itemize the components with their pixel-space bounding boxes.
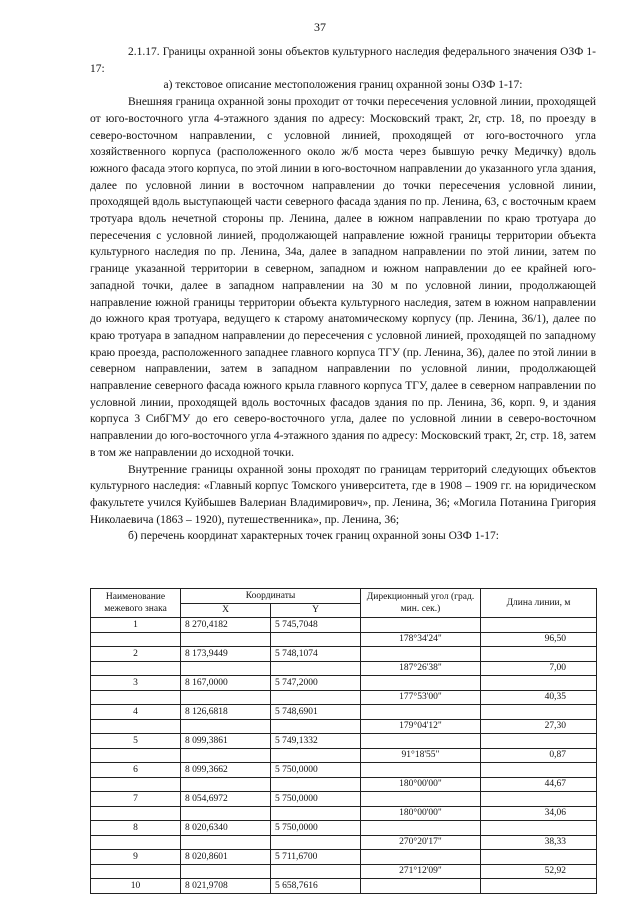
- empty-cell: [91, 632, 181, 647]
- coord-x: 8 099,3662: [181, 763, 271, 778]
- coord-y: 5 711,6700: [271, 850, 361, 865]
- coord-y: 5 750,0000: [271, 821, 361, 836]
- coord-x: 8 173,9449: [181, 647, 271, 662]
- empty-cell: [481, 821, 597, 836]
- coord-y: 5 747,2000: [271, 676, 361, 691]
- coord-x: 8 099,3861: [181, 734, 271, 749]
- point-number: 8: [91, 821, 181, 836]
- table-row-segment: [91, 690, 597, 705]
- empty-cell: [481, 676, 597, 691]
- empty-cell: [181, 632, 271, 647]
- empty-cell: [271, 690, 361, 705]
- header-x: X: [181, 603, 271, 618]
- table-row-point: [91, 705, 597, 720]
- table-row-point: [91, 821, 597, 836]
- table-row-point: [91, 763, 597, 778]
- coord-x: 8 020,8601: [181, 850, 271, 865]
- empty-cell: [91, 806, 181, 821]
- empty-cell: [481, 618, 597, 633]
- table-row-segment: [91, 806, 597, 821]
- empty-cell: [481, 792, 597, 807]
- empty-cell: [361, 734, 481, 749]
- table-row-segment: [91, 719, 597, 734]
- coord-y: 5 745,7048: [271, 618, 361, 633]
- empty-cell: [361, 705, 481, 720]
- empty-cell: [271, 777, 361, 792]
- empty-cell: [481, 647, 597, 662]
- empty-cell: [481, 734, 597, 749]
- coord-y: 5 750,0000: [271, 763, 361, 778]
- empty-cell: [271, 719, 361, 734]
- direction-angle: 187°26'38": [361, 661, 481, 676]
- empty-cell: [91, 864, 181, 879]
- header-coordinates: Координаты: [181, 589, 361, 604]
- empty-cell: [481, 705, 597, 720]
- table-row-segment: [91, 835, 597, 850]
- line-length: 40,35: [481, 690, 597, 705]
- empty-cell: [481, 850, 597, 865]
- direction-angle: 91°18'55": [361, 748, 481, 763]
- table-row-point: [91, 647, 597, 662]
- empty-cell: [481, 763, 597, 778]
- page-number: 37: [314, 20, 326, 34]
- empty-cell: [181, 690, 271, 705]
- empty-cell: [181, 806, 271, 821]
- coord-y: 5 750,0000: [271, 792, 361, 807]
- table-row-point: [91, 618, 597, 633]
- coordinates-table-body: [91, 618, 597, 894]
- empty-cell: [91, 835, 181, 850]
- point-number: 5: [91, 734, 181, 749]
- coord-x: 8 054,6972: [181, 792, 271, 807]
- coord-x: 8 167,0000: [181, 676, 271, 691]
- coord-y: 5 658,7616: [271, 879, 361, 894]
- empty-cell: [91, 719, 181, 734]
- direction-angle: 271°12'09": [361, 864, 481, 879]
- table-row-point: [91, 850, 597, 865]
- empty-cell: [271, 661, 361, 676]
- coord-x: 8 021,9708: [181, 879, 271, 894]
- coord-x: 8 020,6340: [181, 821, 271, 836]
- empty-cell: [181, 835, 271, 850]
- document-body: [90, 44, 596, 545]
- point-number: 10: [91, 879, 181, 894]
- header-boundary-mark: Наименование межевого знака: [91, 589, 181, 618]
- line-length: 27,30: [481, 719, 597, 734]
- header-direction-angle: Дирекционный угол (град. мин. сек.): [361, 589, 481, 618]
- empty-cell: [361, 676, 481, 691]
- empty-cell: [361, 821, 481, 836]
- point-number: 2: [91, 647, 181, 662]
- line-length: 52,92: [481, 864, 597, 879]
- empty-cell: [361, 850, 481, 865]
- direction-angle: 177°53'00": [361, 690, 481, 705]
- line-length: 38,33: [481, 835, 597, 850]
- direction-angle: 179°04'12": [361, 719, 481, 734]
- empty-cell: [181, 777, 271, 792]
- subsection-b-title: б) перечень координат характерных точек границ охранной зоны ОЗФ 1-17:: [128, 530, 499, 543]
- empty-cell: [181, 661, 271, 676]
- empty-cell: [361, 879, 481, 894]
- coord-y: 5 748,1074: [271, 647, 361, 662]
- table-row-point: [91, 734, 597, 749]
- point-number: 6: [91, 763, 181, 778]
- direction-angle: 180°00'00": [361, 777, 481, 792]
- point-number: 1: [91, 618, 181, 633]
- empty-cell: [91, 748, 181, 763]
- empty-cell: [481, 879, 597, 894]
- line-length: 96,50: [481, 632, 597, 647]
- coord-x: 8 270,4182: [181, 618, 271, 633]
- line-length: 34,06: [481, 806, 597, 821]
- inner-boundary-paragraph: Внутренние границы охранной зоны проходят по границам территорий следующих объектов культурного наследия: «Главный корпус Томского университета, где в 1908 – 1909 гг. на юридическом факультете учился Куйбышев Валериан Владимирович», пр. Ленина, 36; «Могила Потанина Григория Николаевича (1863 – 1920), путешественника», пр. Ленина, 36;: [90, 463, 596, 526]
- direction-angle: 270°20'17": [361, 835, 481, 850]
- coordinates-table: [90, 588, 597, 894]
- header-y: Y: [271, 603, 361, 618]
- direction-angle: 180°00'00": [361, 806, 481, 821]
- empty-cell: [271, 748, 361, 763]
- direction-angle: 178°34'24": [361, 632, 481, 647]
- empty-cell: [181, 864, 271, 879]
- point-number: 3: [91, 676, 181, 691]
- empty-cell: [181, 748, 271, 763]
- empty-cell: [271, 864, 361, 879]
- table-row-point: [91, 879, 597, 894]
- coord-y: 5 748,6901: [271, 705, 361, 720]
- empty-cell: [271, 806, 361, 821]
- empty-cell: [91, 690, 181, 705]
- table-row-segment: [91, 661, 597, 676]
- empty-cell: [361, 647, 481, 662]
- empty-cell: [91, 777, 181, 792]
- line-length: 0,87: [481, 748, 597, 763]
- table-row-point: [91, 676, 597, 691]
- coord-y: 5 749,1332: [271, 734, 361, 749]
- empty-cell: [361, 792, 481, 807]
- table-row-segment: [91, 748, 597, 763]
- line-length: 7,00: [481, 661, 597, 676]
- empty-cell: [271, 835, 361, 850]
- section-heading: 2.1.17. Границы охранной зоны объектов культурного наследия федерального значения ОЗФ 1-17:: [90, 46, 596, 75]
- table-row-segment: [91, 864, 597, 879]
- table-row-point: [91, 792, 597, 807]
- outer-boundary-paragraph: Внешняя граница охранной зоны проходит от точки пересечения условной линии, проходящей от юго-восточного угла 4-этажного здания по адресу: Московский тракт, 2г, стр. 18, по проезду в северо-восточном направлении, с условной линией, проходящей от юго-восточного угла хозяйственного корпуса (расположенного около ж/б моста через бывшую речку Медичку) вдоль южного фасада этого корпуса, по этой линии в юго-восточном направлении до указанного угла здания, далее по условной линии в восточном направлении до точки пересечения условной линии, проходящей вдоль выступающей части северного фасада здания по пр. Ленина, 63, с восточным краем тротуара вдоль нечетной стороны пр. Ленина, далее в южном направлении по краю тротуара до пересечения с условной линией, продолжающей направление южной границы территории объекта культурного наследия по пр. Ленина, 34а, далее в западном направлении по этой линии, затем по границе указанной территории в северном, западном и южном направлении до ее крайней юго-западной точки, далее в западном направлении на 30 м по условной линии, продолжающей направление южной границы территории объекта культурного наследия, затем в южном направлении до южного края тротуара, ведущего к старому анатомическому корпусу (пр. Ленина, 36/1), далее по краю тротуара в западном направлении до пересечения с условной линией, проходящей по западному краю проезда, расположенного западнее главного корпуса ТГУ (пр. Ленина, 36), далее по этой линии в северном направлении, затем в западном направлении по условной линии, продолжающей направление северного фасада южного крыла главного корпуса ТГУ, далее в северном направлении по условной линии, проходящей вдоль восточных фасадов здания по пр. Ленина, 36, корп. 9, и здания корпуса 3 СибГМУ до его северо-восточного угла, далее по условной линии в северо-восточном направлении до юго-восточного угла 4-этажного здания по адресу: Московский тракт, 2г, стр. 18, затем в том же направлении до исходной точки.: [90, 96, 596, 459]
- line-length: 44,67: [481, 777, 597, 792]
- subsection-a-title: а) текстовое описание местоположения границ охранной зоны ОЗФ 1-17:: [163, 79, 523, 92]
- point-number: 4: [91, 705, 181, 720]
- empty-cell: [91, 661, 181, 676]
- table-row-segment: [91, 777, 597, 792]
- point-number: 9: [91, 850, 181, 865]
- coord-x: 8 126,6818: [181, 705, 271, 720]
- header-line-length: Длина линии, м: [481, 589, 597, 618]
- empty-cell: [271, 632, 361, 647]
- point-number: 7: [91, 792, 181, 807]
- empty-cell: [361, 763, 481, 778]
- table-row-segment: [91, 632, 597, 647]
- empty-cell: [181, 719, 271, 734]
- empty-cell: [361, 618, 481, 633]
